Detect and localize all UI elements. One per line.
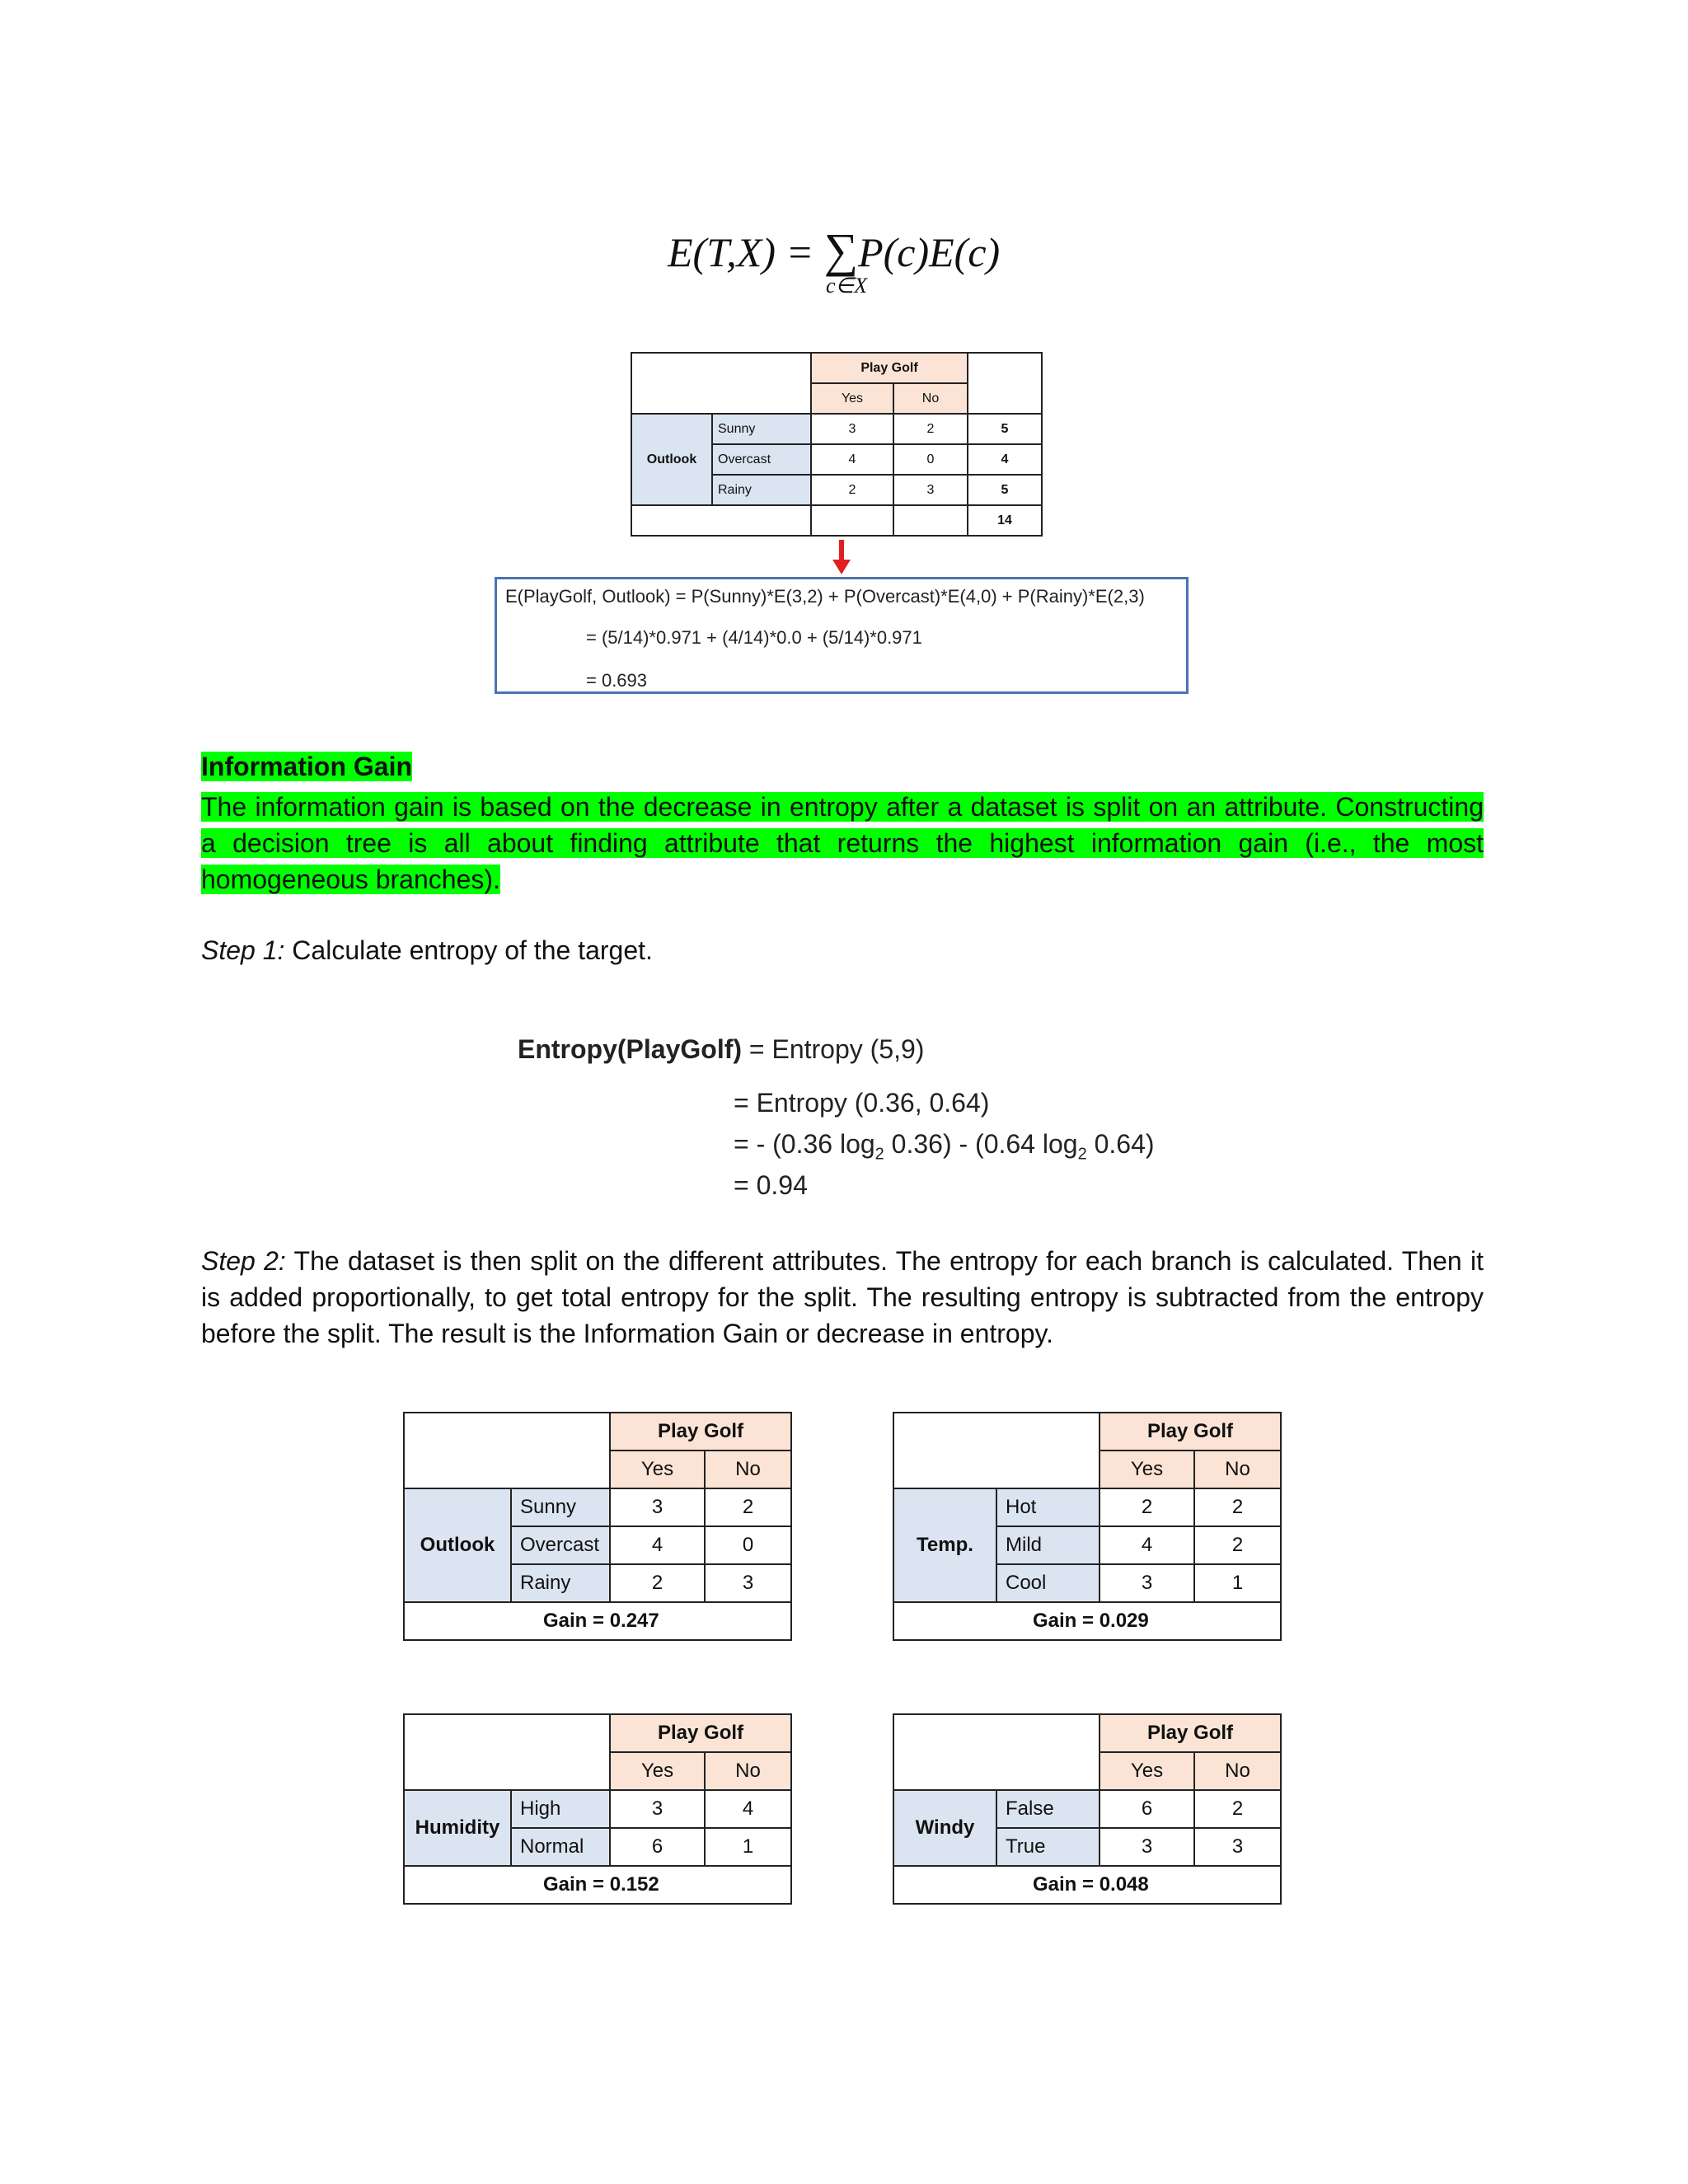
total-cell: 4 (968, 444, 1042, 475)
attribute-label: Windy (893, 1790, 996, 1866)
no-cell: 2 (893, 414, 968, 444)
section-title (201, 752, 412, 782)
yes-header: Yes (610, 1451, 705, 1488)
entropy-split-formula (668, 223, 1047, 313)
yes-header: Yes (1100, 1752, 1194, 1790)
calc-line-1: E(PlayGolf, Outlook) = P(Sunny)*E(3,2) + P(Overcast)*E(4,0) + P(Rainy)*E(2,3) (505, 586, 1145, 607)
no-cell: 2 (1194, 1790, 1281, 1828)
no-cell: 0 (893, 444, 968, 475)
no-cell: 2 (705, 1488, 791, 1526)
formula-lhs: E(T,X) = (668, 229, 814, 275)
attribute-label: Temp. (893, 1488, 996, 1602)
temp-gain-table (893, 1412, 1282, 1641)
entropy-line-3: = - (0.36 $\log_2 0.36) - (0.64$ $\log_2 0.64$) (734, 1129, 1155, 1164)
yes-header: Yes (1100, 1451, 1194, 1488)
step-1-label: Step 1: (201, 935, 285, 965)
yes-cell: 6 (610, 1828, 705, 1866)
no-header: No (1194, 1451, 1281, 1488)
information-gain-text: The information gain is based on the decrease in entropy after a dataset is split on an attribute. Constructing a decision tree is all about finding attribute that returns the highest information gain (i.e., the most homogeneous branches). (201, 792, 1484, 894)
total-cell: 5 (968, 414, 1042, 444)
row-label: True (996, 1828, 1100, 1866)
step-2 (201, 1243, 1484, 1352)
attribute-label: Outlook (404, 1488, 511, 1602)
row-label: Hot (996, 1488, 1100, 1526)
play-golf-header: Play Golf (610, 1413, 791, 1451)
yes-cell: 2 (811, 475, 893, 505)
row-label: Rainy (511, 1564, 610, 1602)
row-label: Overcast (511, 1526, 610, 1564)
information-gain-paragraph (201, 789, 1484, 898)
table-corner (404, 1413, 610, 1488)
no-cell: 1 (705, 1828, 791, 1866)
step-1-text: Calculate entropy of the target. (284, 935, 653, 965)
yes-cell: 3 (610, 1790, 705, 1828)
no-cell: 3 (1194, 1828, 1281, 1866)
row-label: False (996, 1790, 1100, 1828)
no-header: No (705, 1451, 791, 1488)
gain-value: Gain = 0.247 (404, 1602, 791, 1640)
no-cell: 3 (705, 1564, 791, 1602)
step-2-text: The dataset is then split on the different attributes. The entropy for each branch is calculated. Then it is added proportionally, to get total entropy for the split. The resulting entropy is subtracted from the entropy before the split. The result is the Information Gain or decrease in entropy. (201, 1246, 1484, 1348)
outlook-frequency-table (631, 352, 1043, 537)
play-golf-header: Play Golf (610, 1714, 791, 1752)
total-cell: 5 (968, 475, 1042, 505)
formula-subscript: c∈X (826, 274, 868, 298)
footer-blank (893, 505, 968, 536)
no-header: No (705, 1752, 791, 1790)
yes-cell: 3 (811, 414, 893, 444)
information-gain-title: Information Gain (201, 752, 412, 781)
entropy-line-1: = Entropy (5,9) (742, 1034, 925, 1064)
yes-cell: 2 (1100, 1488, 1194, 1526)
footer-blank (811, 505, 893, 536)
table-corner (404, 1714, 610, 1790)
table-corner (893, 1413, 1100, 1488)
table-corner (893, 1714, 1100, 1790)
no-cell: 4 (705, 1790, 791, 1828)
play-golf-header: Play Golf (1100, 1714, 1281, 1752)
yes-cell: 6 (1100, 1790, 1194, 1828)
gain-value: Gain = 0.029 (893, 1602, 1281, 1640)
row-label: High (511, 1790, 610, 1828)
gain-value: Gain = 0.048 (893, 1866, 1281, 1904)
row-label: Cool (996, 1564, 1100, 1602)
total-header-blank (968, 353, 1042, 414)
row-label: Rainy (712, 475, 811, 505)
down-arrow-icon (832, 540, 851, 574)
grand-total-cell: 14 (968, 505, 1042, 536)
play-golf-header: Play Golf (811, 353, 968, 383)
humidity-gain-table (403, 1713, 792, 1905)
play-golf-header: Play Golf (1100, 1413, 1281, 1451)
entropy-line-2: = Entropy (0.36, 0.64) (734, 1088, 990, 1118)
yes-cell: 2 (610, 1564, 705, 1602)
calc-line-3: = 0.693 (586, 670, 648, 691)
outlook-gain-table (403, 1412, 792, 1641)
no-cell: 0 (705, 1526, 791, 1564)
yes-cell: 4 (1100, 1526, 1194, 1564)
yes-cell: 4 (811, 444, 893, 475)
gain-value: Gain = 0.152 (404, 1866, 791, 1904)
no-cell: 3 (893, 475, 968, 505)
no-header: No (893, 383, 968, 414)
yes-header: Yes (610, 1752, 705, 1790)
attribute-label: Outlook (631, 414, 712, 505)
outlook-entropy-calculation (495, 577, 1189, 694)
row-label: Sunny (511, 1488, 610, 1526)
yes-cell: 3 (1100, 1564, 1194, 1602)
row-label: Mild (996, 1526, 1100, 1564)
row-label: Sunny (712, 414, 811, 444)
no-header: No (1194, 1752, 1281, 1790)
attribute-label: Humidity (404, 1790, 511, 1866)
windy-gain-table (893, 1713, 1282, 1905)
entropy-line-4: = 0.94 (734, 1170, 808, 1200)
yes-cell: 4 (610, 1526, 705, 1564)
row-label: Overcast (712, 444, 811, 475)
yes-cell: 3 (1100, 1828, 1194, 1866)
no-cell: 2 (1194, 1526, 1281, 1564)
sigma-symbol: ∑ (823, 223, 859, 277)
table-corner (631, 353, 811, 414)
entropy-lhs: Entropy(PlayGolf) (518, 1034, 743, 1064)
yes-cell: 3 (610, 1488, 705, 1526)
no-cell: 1 (1194, 1564, 1281, 1602)
yes-header: Yes (811, 383, 893, 414)
no-cell: 2 (1194, 1488, 1281, 1526)
calc-line-2: = (5/14)*0.971 + (4/14)*0.0 + (5/14)*0.971 (586, 627, 922, 648)
step-1 (201, 935, 653, 966)
step-2-label: Step 2: (201, 1246, 286, 1276)
formula-rhs: P(c)E(c) (858, 229, 1001, 275)
row-label: Normal (511, 1828, 610, 1866)
footer-blank (631, 505, 811, 536)
